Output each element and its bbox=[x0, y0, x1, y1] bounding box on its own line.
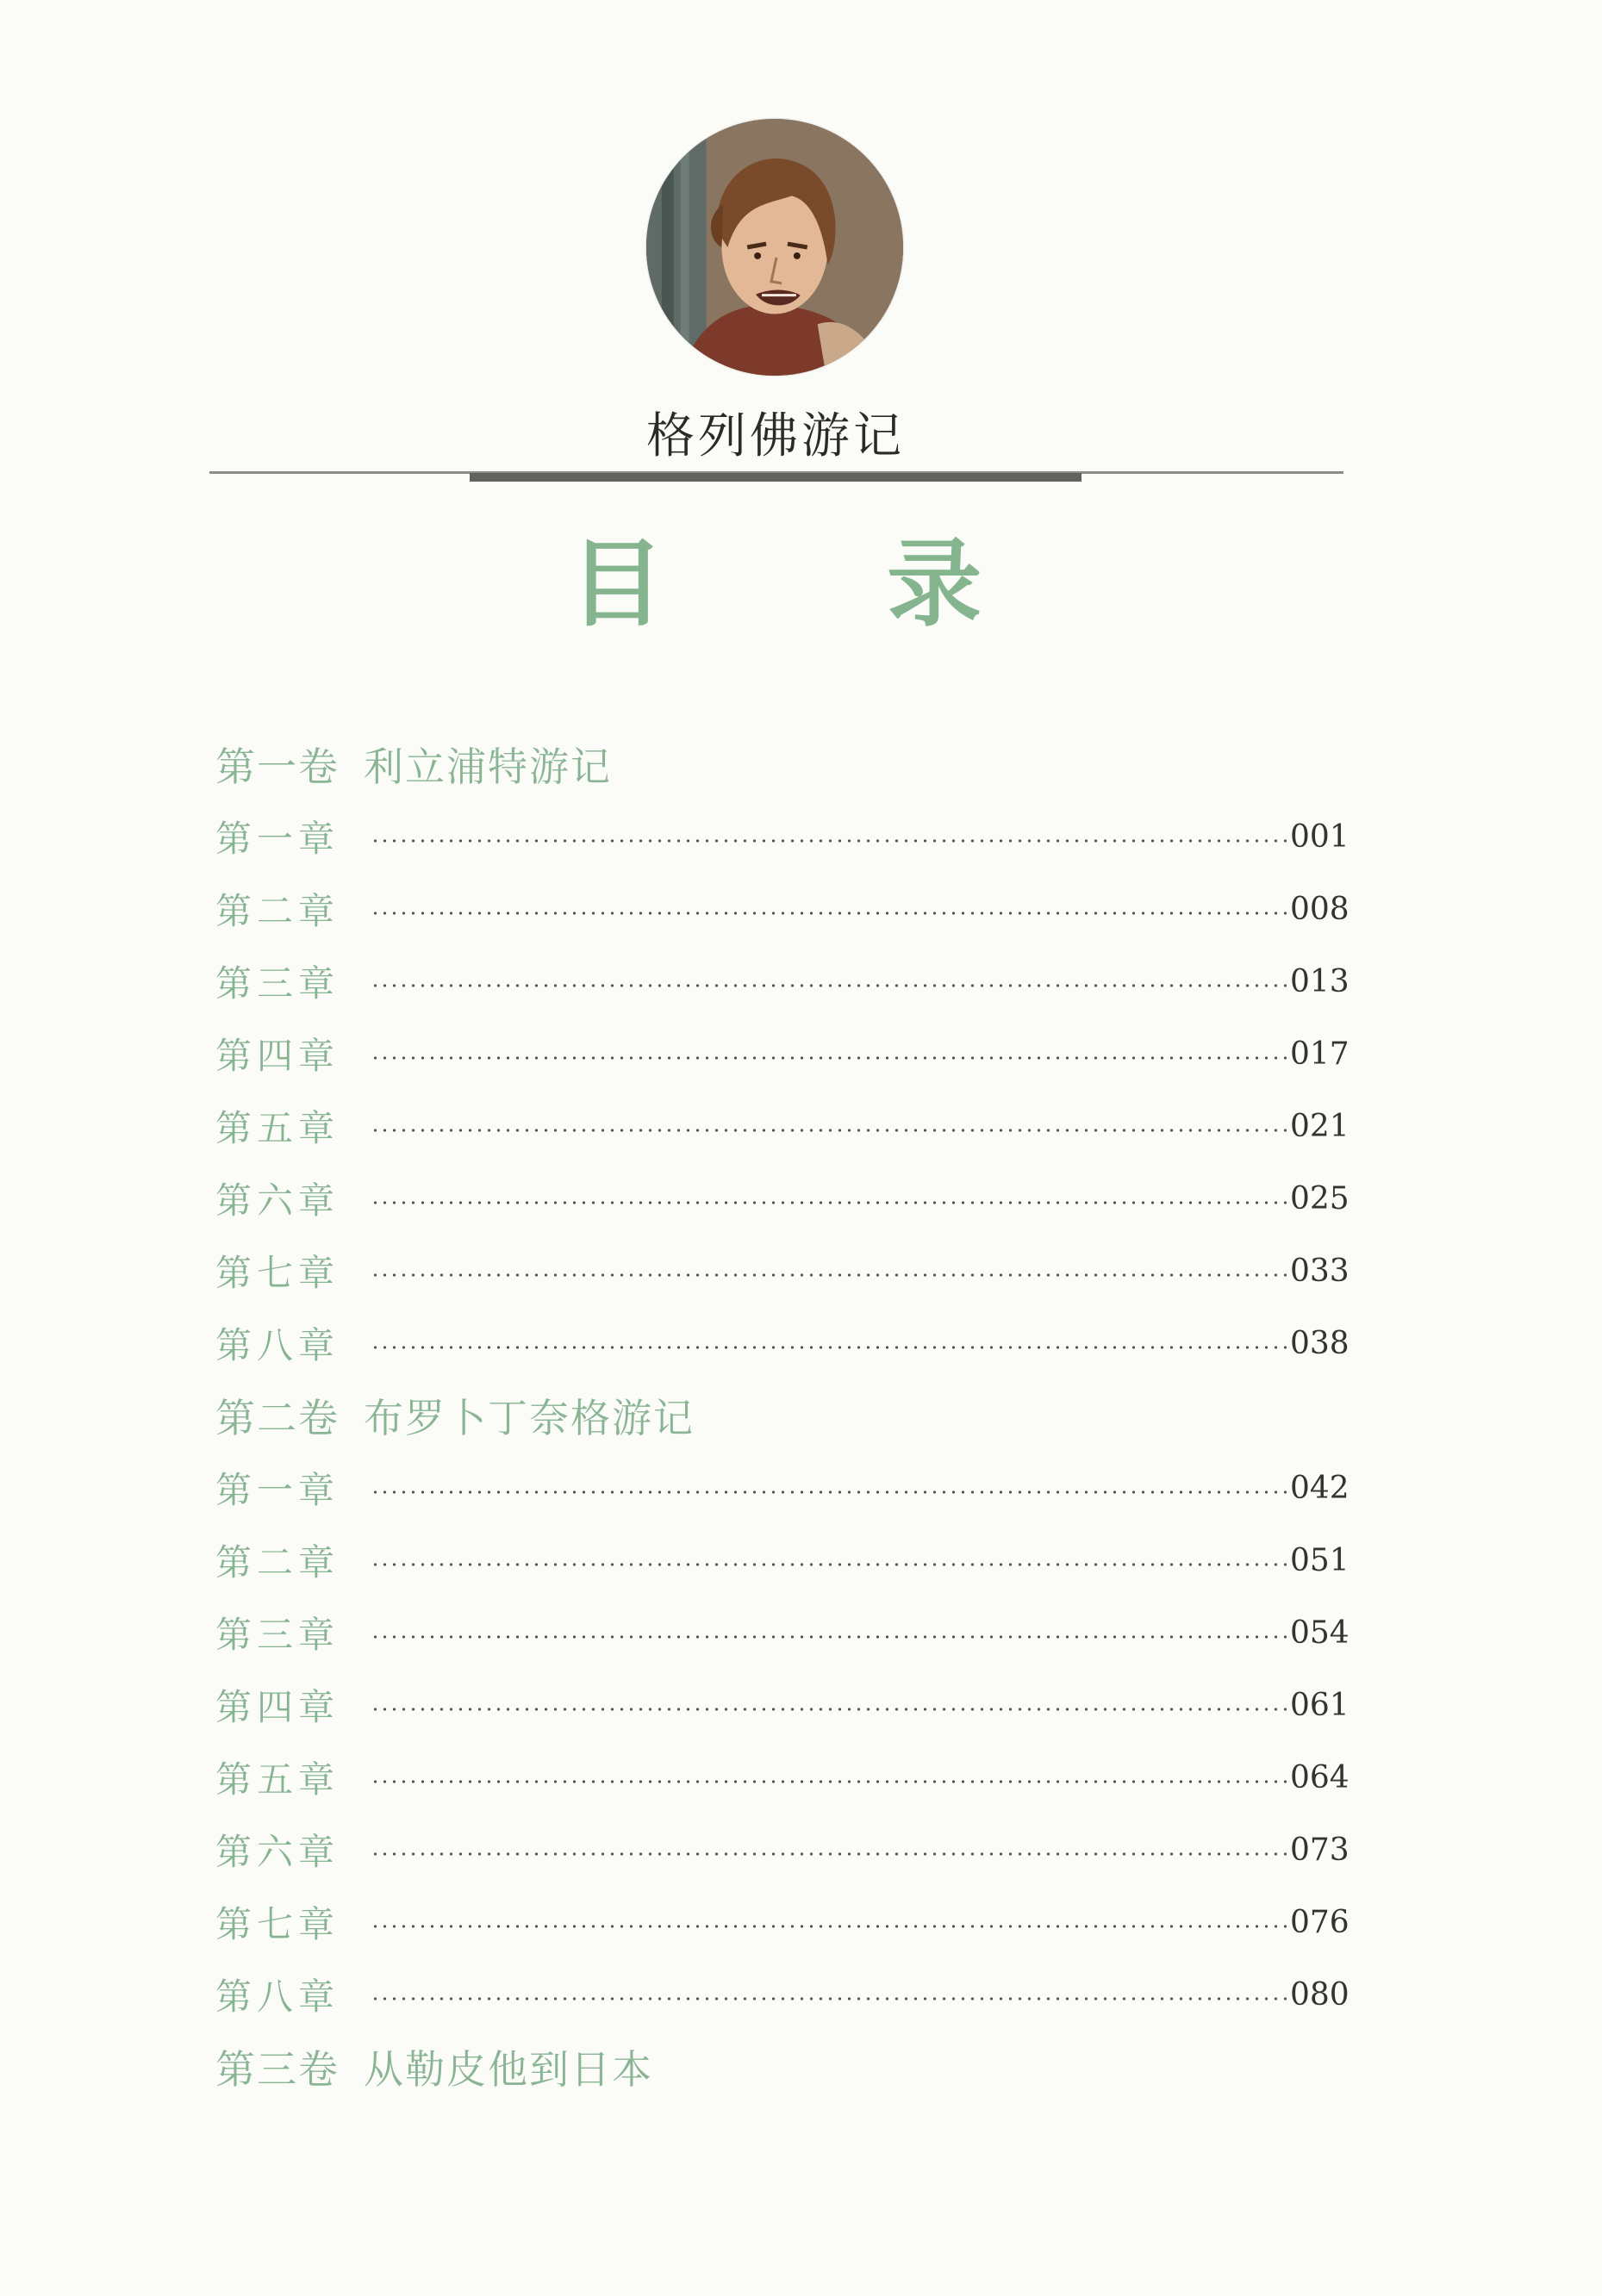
toc-entry[interactable] bbox=[215, 1162, 1349, 1235]
toc-entry[interactable] bbox=[215, 1452, 1349, 1524]
dot-leader bbox=[371, 1708, 1287, 1711]
dot-leader bbox=[371, 1490, 1287, 1494]
table-of-contents bbox=[215, 728, 1349, 2103]
chapter-label: 第八章 bbox=[215, 1976, 340, 2018]
chapter-label: 第二章 bbox=[215, 1541, 340, 1584]
dot-leader bbox=[371, 984, 1287, 987]
chapter-label: 第四章 bbox=[215, 1686, 340, 1728]
chapter-label: 第三章 bbox=[215, 1614, 340, 1656]
chapter-label: 第二章 bbox=[215, 890, 340, 932]
header-rule-accent bbox=[470, 473, 1082, 482]
chapter-label: 第八章 bbox=[215, 1324, 340, 1366]
volume-number: 第二卷 bbox=[215, 1395, 340, 1441]
toc-entry[interactable] bbox=[215, 1741, 1349, 1814]
page-number: 013 bbox=[1290, 963, 1350, 999]
page-number: 073 bbox=[1290, 1832, 1350, 1868]
volume-number: 第一卷 bbox=[215, 744, 340, 790]
page-number: 042 bbox=[1290, 1470, 1350, 1506]
volume-name: 利立浦特游记 bbox=[364, 744, 612, 790]
page-number: 001 bbox=[1290, 818, 1350, 855]
toc-entry[interactable] bbox=[215, 1307, 1349, 1379]
page-number: 033 bbox=[1290, 1253, 1350, 1289]
toc-heading: 目 录 bbox=[569, 529, 1077, 639]
page-number: 025 bbox=[1290, 1180, 1350, 1216]
dot-leader bbox=[371, 1129, 1287, 1132]
toc-entry[interactable] bbox=[215, 1524, 1349, 1596]
toc-entry[interactable] bbox=[215, 1958, 1349, 2031]
dot-leader bbox=[371, 839, 1287, 843]
dot-leader bbox=[371, 1273, 1287, 1277]
page-number: 054 bbox=[1290, 1615, 1350, 1651]
toc-entry[interactable] bbox=[215, 1017, 1349, 1090]
chapter-label: 第四章 bbox=[215, 1035, 340, 1077]
dot-leader bbox=[371, 1346, 1287, 1349]
toc-entry[interactable] bbox=[215, 1090, 1349, 1162]
page-number: 021 bbox=[1290, 1108, 1350, 1144]
toc-entry[interactable] bbox=[215, 1596, 1349, 1669]
dot-leader bbox=[371, 1997, 1287, 2000]
chapter-label: 第五章 bbox=[215, 1758, 340, 1801]
dot-leader bbox=[371, 1201, 1287, 1204]
chapter-label: 第一章 bbox=[215, 1469, 340, 1511]
toc-entry[interactable] bbox=[215, 800, 1349, 873]
chapter-label: 第五章 bbox=[215, 1107, 340, 1149]
page-number: 051 bbox=[1290, 1542, 1350, 1578]
chapter-label: 第六章 bbox=[215, 1179, 340, 1222]
toc-entry[interactable] bbox=[215, 1814, 1349, 1886]
page-number: 064 bbox=[1290, 1759, 1350, 1795]
chapter-label: 第七章 bbox=[215, 1903, 340, 1945]
toc-entry[interactable] bbox=[215, 1235, 1349, 1307]
page-number: 080 bbox=[1290, 1976, 1350, 2013]
dot-leader bbox=[371, 1852, 1287, 1856]
dot-leader bbox=[371, 912, 1287, 915]
toc-entry[interactable] bbox=[215, 1669, 1349, 1741]
volume-number: 第三卷 bbox=[215, 2046, 340, 2093]
chapter-label: 第三章 bbox=[215, 962, 340, 1005]
volume-name: 从勒皮他到日本 bbox=[364, 2046, 653, 2093]
volume-heading[interactable] bbox=[215, 1379, 1349, 1452]
dot-leader bbox=[371, 1780, 1287, 1783]
toc-entry[interactable] bbox=[215, 1886, 1349, 1958]
dot-leader bbox=[371, 1056, 1287, 1060]
dot-leader bbox=[371, 1925, 1287, 1928]
volume-heading[interactable] bbox=[215, 728, 1349, 800]
book-title: 格列佛游记 bbox=[646, 408, 905, 464]
page-number: 061 bbox=[1290, 1687, 1350, 1723]
dot-leader bbox=[371, 1563, 1287, 1566]
chapter-label: 第六章 bbox=[215, 1831, 340, 1873]
dot-leader bbox=[371, 1635, 1287, 1639]
page-number: 017 bbox=[1290, 1036, 1350, 1072]
page-number: 038 bbox=[1290, 1325, 1350, 1361]
gulliver-portrait-icon bbox=[646, 119, 903, 376]
page-number: 008 bbox=[1290, 891, 1350, 927]
volume-heading[interactable] bbox=[215, 2031, 1349, 2103]
chapter-label: 第一章 bbox=[215, 818, 340, 860]
toc-entry[interactable] bbox=[215, 873, 1349, 945]
volume-name: 布罗卜丁奈格游记 bbox=[364, 1395, 695, 1441]
toc-entry[interactable] bbox=[215, 945, 1349, 1017]
chapter-label: 第七章 bbox=[215, 1252, 340, 1294]
page-number: 076 bbox=[1290, 1904, 1350, 1940]
